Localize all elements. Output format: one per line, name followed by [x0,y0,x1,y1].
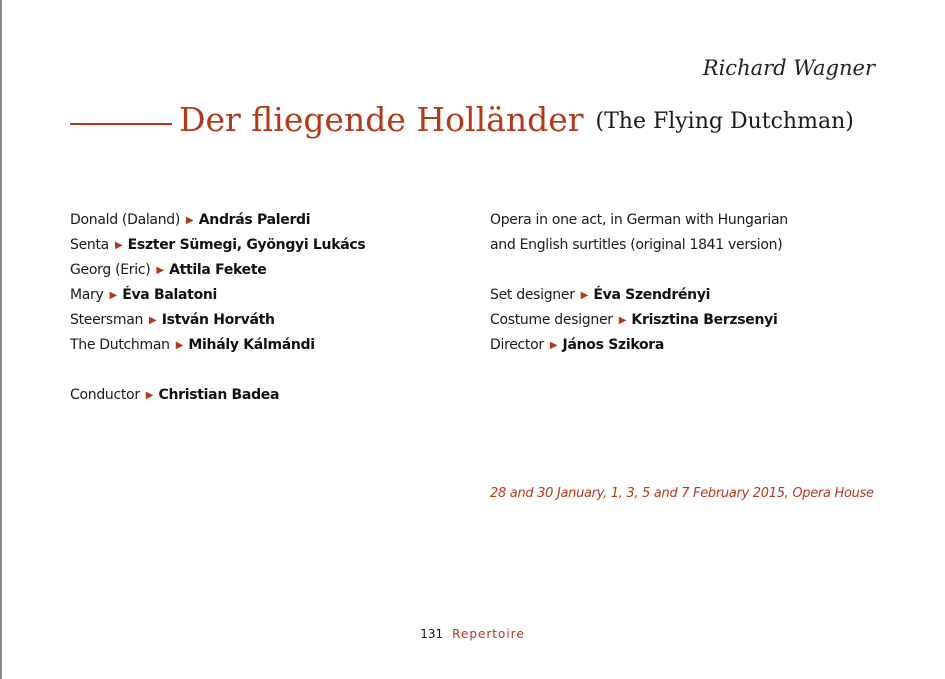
triangle-right-icon: ▶ [114,240,123,251]
credit-line [490,308,890,333]
triangle-right-icon: ▶ [149,315,157,326]
page-footer [0,627,945,641]
cast-name: István Horváth [161,312,275,328]
cast-line [70,258,470,283]
opera-title: Der fliegende Holländer [179,100,584,139]
triangle-right-icon: ▶ [549,340,558,351]
opera-subtitle: (The Flying Dutchman) [595,109,854,134]
cast-name: Éva Balatoni [122,287,218,303]
cast-line [70,308,470,333]
triangle-right-icon: ▶ [580,290,589,301]
cast-line [70,233,470,258]
cast-role: Donald (Daland) [70,212,181,228]
triangle-right-icon: ▶ [618,315,627,326]
cast-name: Mihály Kálmándi [188,337,315,353]
credit-name: János Szikora [562,337,665,353]
cast-column [70,208,470,408]
title-row [70,92,875,139]
cast-line [70,208,470,233]
cast-name: András Palerdi [198,212,311,228]
cast-line [70,333,470,358]
cast-role: Steersman [70,312,144,328]
triangle-right-icon: ▶ [175,340,184,351]
credit-role: Costume designer [490,312,613,328]
performance-dates: 28 and 30 January, 1, 3, 5 and 7 February 2015, Opera House [490,486,874,501]
conductor-role: Conductor [70,387,140,403]
description-line [490,208,890,233]
credit-line [490,333,890,358]
description-text: Opera in one act, in German with Hungarian [490,212,788,228]
page-number: 131 [420,627,444,641]
section-name: Repertoire [452,627,525,641]
page-edge-rule [0,0,2,679]
info-column [490,208,890,358]
conductor-line [70,383,470,408]
triangle-right-icon: ▶ [156,265,165,276]
credit-name: Éva Szendrényi [593,287,711,303]
cast-role: Georg (Eric) [70,262,151,278]
description-text: and English surtitles (original 1841 version) [490,237,783,253]
description-line [490,233,890,258]
cast-name: Eszter Sümegi, Gyöngyi Lukács [127,237,366,253]
credit-role: Set designer [490,287,575,303]
triangle-right-icon: ▶ [145,390,154,401]
spacer [70,358,470,383]
cast-line [70,283,470,308]
triangle-right-icon: ▶ [186,215,194,226]
credit-role: Director [490,337,544,353]
spacer [490,258,890,283]
title-decorative-line [70,123,172,125]
triangle-right-icon: ▶ [109,290,118,301]
cast-name: Attila Fekete [169,262,267,278]
cast-role: Mary [70,287,104,303]
conductor-name: Christian Badea [158,387,280,403]
cast-role: Senta [70,237,109,253]
credit-line [490,283,890,308]
composer-name: Richard Wagner [702,56,875,80]
credit-name: Krisztina Berzsenyi [631,312,778,328]
cast-role: The Dutchman [70,337,170,353]
